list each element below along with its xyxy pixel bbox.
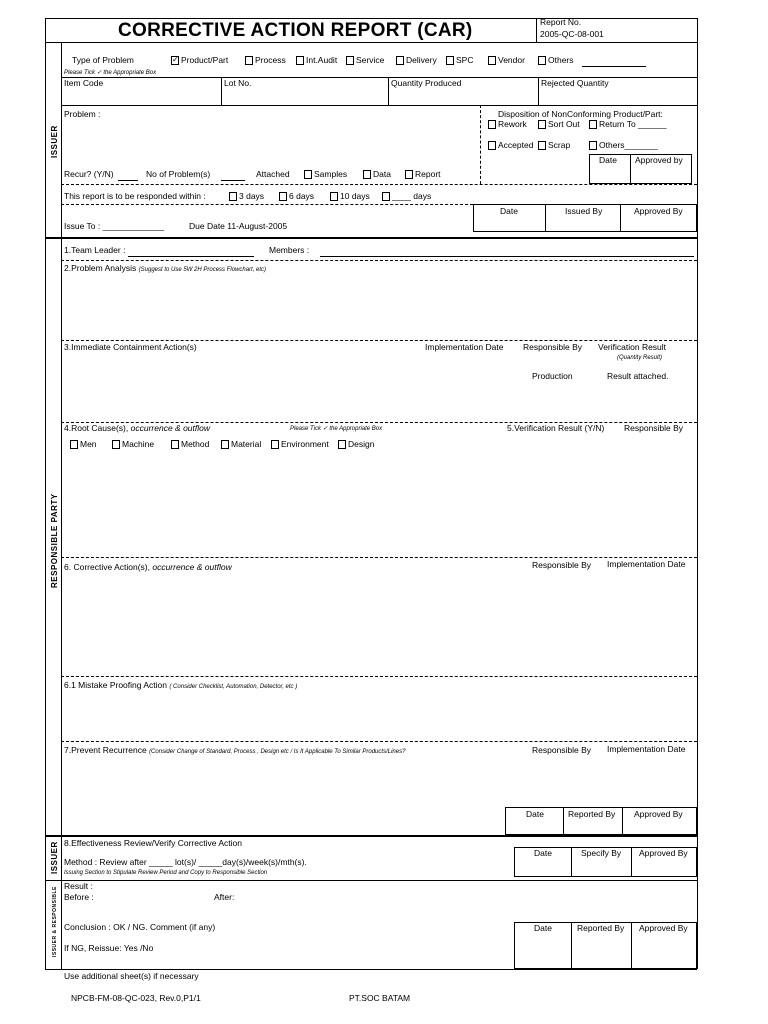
company-name: PT.SOC BATAM: [349, 993, 411, 1003]
cause-machine-checkbox[interactable]: [112, 440, 120, 449]
result-label: Result :: [64, 881, 93, 891]
problem-type-vendor-checkbox[interactable]: [488, 56, 496, 65]
disposition-accepted-checkbox[interactable]: [488, 141, 496, 150]
responsible-side-label: RESPONSIBLE PARTY: [50, 493, 59, 588]
result-attached-value: Result attached.: [607, 371, 669, 381]
after-label: After:: [214, 892, 235, 902]
cause-design-label: Design: [348, 439, 375, 449]
disposition-approved-header: Approved by: [635, 155, 683, 165]
problem-type-process-label: Process: [255, 55, 286, 65]
disposition-return-to-label: Return To ______: [599, 119, 667, 129]
problem-type-others-checkbox[interactable]: [538, 56, 546, 65]
recur-label: Recur? (Y/N): [64, 169, 114, 179]
responsible-reported-by-header: Reported By: [568, 809, 616, 819]
disposition-accepted-label: Accepted: [498, 140, 534, 150]
disposition-scrap-checkbox[interactable]: [538, 141, 546, 150]
respond-6-days-checkbox[interactable]: [279, 192, 287, 201]
result-reported-by-header: Reported By: [577, 923, 625, 933]
disposition-others-checkbox[interactable]: [589, 141, 597, 150]
containment-verification-header: Verification Result: [598, 342, 667, 352]
disposition-date-header: Date: [599, 155, 617, 165]
respond-3-days-checkbox[interactable]: [229, 192, 237, 201]
root-tick-note: Please Tick ✓ the Appropriate Box: [290, 426, 383, 432]
result-date-header: Date: [534, 923, 552, 933]
respond-days-label: ____ days: [392, 191, 432, 201]
disposition-return-to-checkbox[interactable]: [589, 120, 597, 129]
attachment-report-checkbox[interactable]: [405, 170, 413, 179]
respond-10-days-checkbox[interactable]: [330, 192, 338, 201]
effectiveness-date-header: Date: [534, 848, 552, 858]
cause-men-label: Men: [80, 439, 97, 449]
cause-material-checkbox[interactable]: [221, 440, 229, 449]
issuer-side-label: ISSUER: [50, 125, 59, 158]
disposition-others-label: Others_______: [599, 140, 658, 150]
prevent-responsible-header: Responsible By: [532, 745, 592, 755]
issuer-date-header: Date: [500, 206, 518, 216]
attachment-data-checkbox[interactable]: [363, 170, 371, 179]
conclusion-label: Conclusion : OK / NG. Comment (if any): [64, 922, 216, 932]
no-of-problems-label: No of Problem(s): [146, 169, 211, 179]
attached-label: Attached: [256, 169, 290, 179]
problem-type-others-label: Others: [548, 55, 574, 65]
disposition-title: Disposition of NonConforming Product/Part:: [498, 109, 663, 119]
production-value: Production: [532, 371, 573, 381]
containment-responsible-header: Responsible By: [523, 342, 583, 352]
report-no-value: 2005-QC-08-001: [540, 29, 604, 39]
method-label: Method : Review after _____ lot(s)/ _____day(s)/week(s)/mth(s).: [64, 857, 307, 867]
tick-note: Please Tick ✓ the Appropriate Box: [64, 70, 157, 76]
cause-material-label: Material: [231, 439, 262, 449]
problem-type-service-checkbox[interactable]: [346, 56, 354, 65]
disposition-rework-checkbox[interactable]: [488, 120, 496, 129]
result-side-label: ISSUER & RESPONSIBLE: [52, 886, 58, 957]
disposition-sort-out-checkbox[interactable]: [538, 120, 546, 129]
cause-environment-checkbox[interactable]: [271, 440, 279, 449]
rejected-quantity-label: Rejected Quantity: [541, 78, 609, 88]
issue-to-label: Issue To : _____________: [64, 221, 165, 231]
problem-type-product-part-label: Product/Part: [181, 55, 229, 65]
containment-label: 3.Immediate Containment Action(s): [64, 342, 197, 352]
problem-type-service-label: Service: [356, 55, 385, 65]
attachment-samples-label: Samples: [314, 169, 348, 179]
problem-type-delivery-label: Delivery: [406, 55, 437, 65]
corrective-responsible-header: Responsible By: [532, 560, 592, 570]
team-leader-label: 1.Team Leader :: [64, 245, 126, 255]
due-date-label: Due Date 11-August-2005: [189, 221, 288, 231]
attachment-data-label: Data: [373, 169, 391, 179]
method-note: Issuing Section to Stipulate Review Period and Copy to Responsible Section: [64, 870, 268, 876]
responsible-date-header: Date: [526, 809, 544, 819]
problem-type-int-audit-checkbox[interactable]: [296, 56, 304, 65]
problem-type-vendor-label: Vendor: [498, 55, 525, 65]
cause-environment-label: Environment: [281, 439, 329, 449]
respond-3-days-label: 3 days: [239, 191, 265, 201]
respond-days-checkbox[interactable]: [382, 192, 390, 201]
issuer-approved-by-header: Approved By: [634, 206, 683, 216]
result-approved-by-header: Approved By: [639, 923, 688, 933]
corrective-action-label: 6. Corrective Action(s), occurrence & outflow: [64, 562, 232, 572]
cause-machine-label: Machine: [122, 439, 155, 449]
problem-type-delivery-checkbox[interactable]: [396, 56, 404, 65]
problem-label: Problem :: [64, 109, 101, 119]
respond-within-label: This report is to be responded within :: [64, 191, 206, 201]
prevent-recurrence-label: 7.Prevent Recurrence (Consider Change of Standard, Process , Design etc / Is It Applicable To Similar Products/Lines?: [64, 745, 406, 755]
issuer-issued-by-header: Issued By: [565, 206, 603, 216]
problem-type-process-checkbox[interactable]: [245, 56, 253, 65]
verification-yn-header: 5.Verification Result (Y/N): [507, 423, 605, 433]
corrective-impl-date-header: Implementation Date: [607, 559, 686, 569]
quantity-result-note: (Quantity Result): [617, 355, 663, 361]
cause-method-label: Method: [181, 439, 210, 449]
members-label: Members :: [269, 245, 310, 255]
item-code-label: Item Code: [64, 78, 104, 88]
problem-type-int-audit-label: Int.Audit: [306, 55, 338, 65]
problem-type-spc-checkbox[interactable]: [446, 56, 454, 65]
responsible-approved-by-header: Approved By: [634, 809, 683, 819]
cause-men-checkbox[interactable]: [70, 440, 78, 449]
lot-no-label: Lot No.: [224, 78, 252, 88]
attachment-samples-checkbox[interactable]: [304, 170, 312, 179]
root-responsible-header: Responsible By: [624, 423, 684, 433]
report-no-label: Report No.: [540, 17, 582, 27]
reissue-label: If NG, Reissue: Yes /No: [64, 943, 154, 953]
effectiveness-title: 8.Effectiveness Review/Verify Corrective Action: [64, 838, 242, 848]
quantity-produced-label: Quantity Produced: [391, 78, 462, 88]
additional-sheet-note: Use additional sheet(s) if necessary: [64, 971, 199, 981]
root-cause-label: 4.Root Cause(s), occurrence & outflow: [64, 423, 210, 433]
respond-10-days-label: 10 days: [340, 191, 370, 201]
mistake-proofing-label: 6.1 Mistake Proofing Action ( Consider Checklist, Automation, Detector, etc ): [64, 680, 298, 690]
disposition-rework-label: Rework: [498, 119, 527, 129]
problem-type-product-part-checkbox[interactable]: [171, 56, 179, 65]
attachment-report-label: Report: [415, 169, 441, 179]
type-of-problem-label: Type of Problem: [72, 55, 134, 65]
before-label: Before :: [64, 892, 94, 902]
effectiveness-approved-by-header: Approved By: [639, 848, 688, 858]
form-title: CORRECTIVE ACTION REPORT (CAR): [118, 20, 473, 41]
respond-6-days-label: 6 days: [289, 191, 315, 201]
cause-design-checkbox[interactable]: [338, 440, 346, 449]
effectiveness-side-label: ISSUER: [50, 841, 59, 874]
prevent-impl-date-header: Implementation Date: [607, 744, 686, 754]
form-number: NPCB-FM-08-QC-023, Rev.0,P1/1: [71, 993, 201, 1003]
containment-impl-date-header: Implementation Date: [425, 342, 504, 352]
effectiveness-specify-by-header: Specify By: [581, 848, 622, 858]
disposition-scrap-label: Scrap: [548, 140, 571, 150]
problem-type-spc-label: SPC: [456, 55, 474, 65]
disposition-sort-out-label: Sort Out: [548, 119, 580, 129]
problem-analysis-label: 2.Problem Analysis (Suggest to Use 5W 2H Process Flowchart, etc): [64, 263, 267, 273]
cause-method-checkbox[interactable]: [171, 440, 179, 449]
